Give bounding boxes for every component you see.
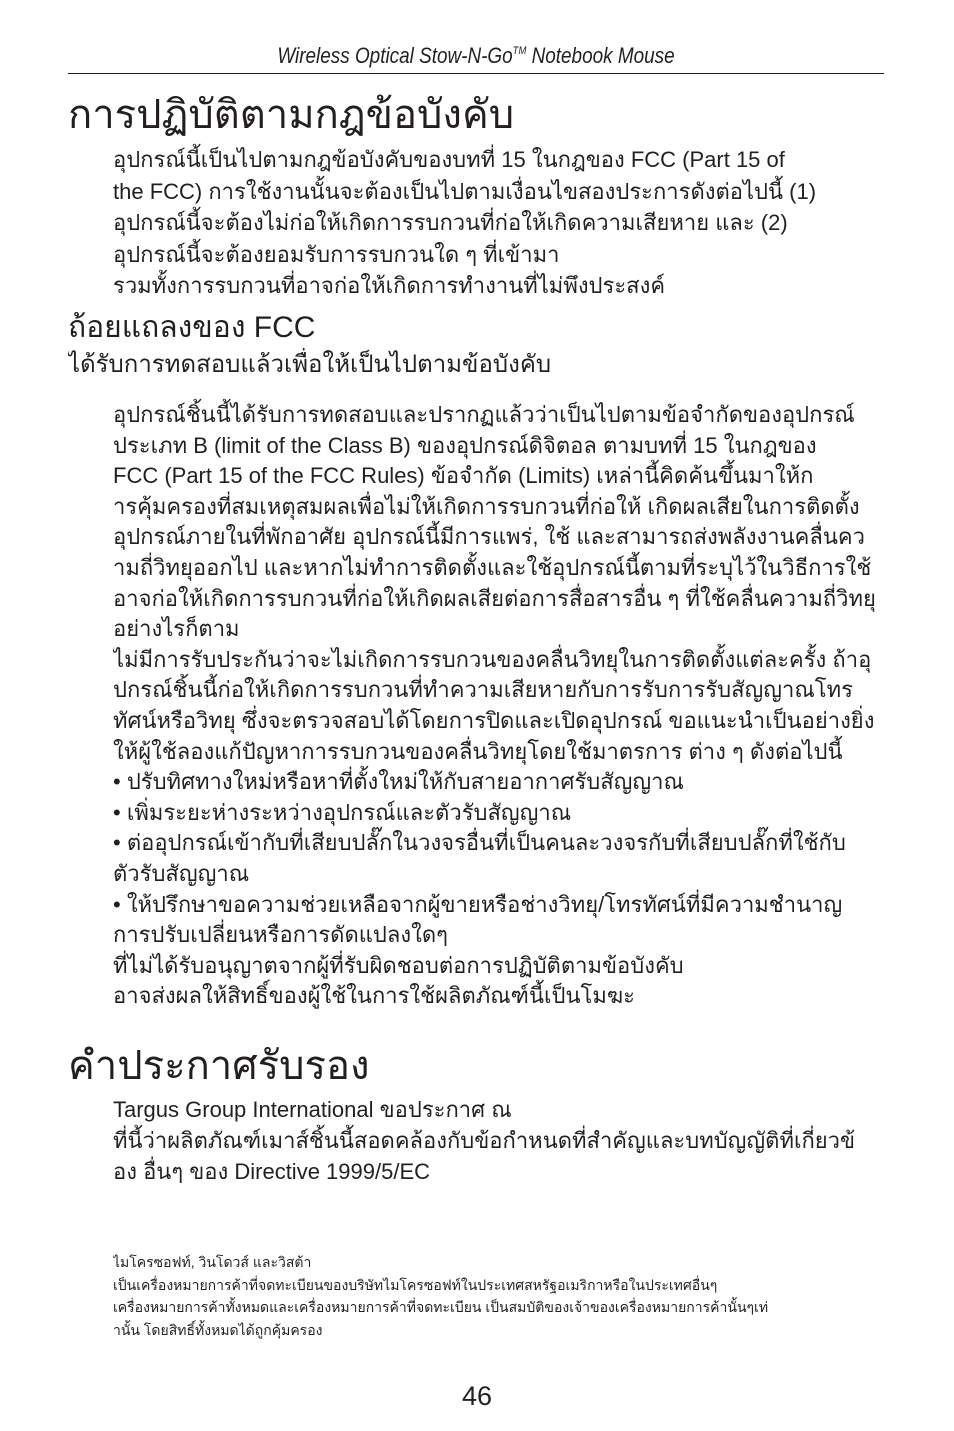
- paragraph-line: รวมทั้งการรบกวนที่อาจก่อให้เกิดการทำงานที่ไม่พึงประสงค์: [113, 273, 666, 298]
- footnote-line: เครื่องหมายการค้าทั้งหมดและเครื่องหมายการค้าที่จดทะเบียน เป็นสมบัติของเจ้าของเครื่องหมายการค้านั้นๆเท่: [113, 1299, 769, 1316]
- paragraph-line: อุปกรณ์นี้จะต้องไม่ก่อให้เกิดการรบกวนที่ก่อให้เกิดความเสียหาย และ (2): [113, 210, 788, 235]
- fcc-heading: ถ้อยแถลงของ FCC: [68, 311, 316, 344]
- paragraph-line: อาจส่งผลให้สิทธิ์ของผู้ใช้ในการใช้ผลิตภัณฑ์นี้เป็นโมฆะ: [113, 983, 635, 1009]
- paragraph-line: ประเภท B (limit of the Class B) ของอุปกรณ์ดิจิตอล ตามบทที่ 15 ในกฎของ: [113, 432, 817, 458]
- header-title-main: Wireless Optical Stow-N-Go: [277, 43, 513, 68]
- paragraph-line: อุปกรณ์นี้เป็นไปตามกฎข้อบังคับของบทที่ 15 ในกฎของ FCC (Part 15 of: [113, 147, 785, 172]
- paragraph-line: อุปกรณ์ภายในที่พักอาศัย อุปกรณ์นี้มีการแพร่, ใช้ และสามารถส่งพลังงานคลื่นคว: [113, 524, 865, 550]
- paragraph-line: ามถี่วิทยุออกไป และหากไม่ทำการติดตั้งและใช้อุปกรณ์นี้ตามที่ระบุไว้ในวิธีการใช้: [113, 554, 872, 580]
- footnote-line: เป็นเครื่องหมายการค้าที่จดทะเบียนของบริษัทไมโครซอฟท์ในประเทศสหรัฐอเมริกาหรือในประเทศอื่นๆ: [113, 1276, 718, 1293]
- paragraph-line: การปรับเปลี่ยนหรือการดัดแปลงใดๆ: [113, 922, 448, 948]
- paragraph-line: ไม่มีการรับประกันว่าจะไม่เกิดการรบกวนของคลื่นวิทยุในการติดตั้งแต่ละครั้ง ถ้าอุ: [113, 646, 872, 672]
- paragraph-line: อาจก่อให้เกิดการรบกวนที่ก่อให้เกิดผลเสียต่อการสื่อสารอื่น ๆ ที่ใช้คลื่นความถี่วิทยุ: [113, 585, 876, 611]
- bullet-item: • ปรับทิศทางใหม่หรือหาที่ตั้งใหม่ให้กับสายอากาศรับสัญญาณ: [113, 769, 684, 795]
- bullet-item: • ต่ออุปกรณ์เข้ากับที่เสียบปลั๊กในวงจรอื่นที่เป็นคนละวงจรกับที่เสียบปลั๊กที่ใช้กับ: [113, 830, 846, 856]
- paragraph-line: FCC (Part 15 of the FCC Rules) ข้อจำกัด (Limits) เหล่านี้คิดค้นขึ้นมาให้ก: [113, 463, 814, 489]
- compliance-paragraph: [113, 144, 888, 302]
- paragraph-line: ให้ผู้ใช้ลองแก้ปัญหาการรบกวนของคลื่นวิทยุโดยใช้มาตรการ ต่าง ๆ ดังต่อไปนี้: [113, 738, 843, 764]
- paragraph-line: อุปกรณ์นี้จะต้องยอมรับการรบกวนใด ๆ ที่เข้ามา: [113, 241, 560, 267]
- paragraph-line: ทัศน์หรือวิทยุ ซึ่งจะตรวจสอบได้โดยการปิดและเปิดอุปกรณ์ ขอแนะนำเป็นอย่างยิ่ง: [113, 707, 875, 733]
- fcc-paragraph: [113, 400, 888, 1012]
- footnote-line: านั้น โดยสิทธิ์ทั้งหมดได้ถูกคุ้มครอง: [113, 1322, 323, 1339]
- compliance-heading: การปฏิบัติตามกฎข้อบังคับ: [68, 93, 515, 137]
- declaration-heading: คำประกาศรับรอง: [68, 1044, 370, 1088]
- paragraph-line: อุปกรณ์ชิ้นนี้ได้รับการทดสอบและปรากฏแล้วว่าเป็นไปตามข้อจำกัดของอุปกรณ์: [113, 402, 855, 427]
- paragraph-line: the FCC) การใช้งานนั้นจะต้องเป็นไปตามเงื่อนไขสองประการดังต่อไปนี้ (1): [113, 178, 817, 204]
- header-title-rest: Notebook Mouse: [526, 43, 675, 68]
- trademark-superscript: TM: [512, 45, 527, 57]
- paragraph-line: อง อื่นๆ ของ Directive 1999/5/EC: [113, 1159, 431, 1184]
- running-header-text: [277, 40, 674, 72]
- paragraph-line: Targus Group International ขอประกาศ ณ: [113, 1097, 512, 1122]
- paragraph-line: ารคุ้มครองที่สมเหตุสมผลเพื่อไม่ให้เกิดการรบกวนที่ก่อให้ เกิดผลเสียในการติดตั้ง: [113, 493, 860, 519]
- paragraph-line: อย่างไรก็ตาม: [113, 616, 240, 642]
- bullet-item: • เพิ่มระยะห่างระหว่างอุปกรณ์และตัวรับสัญญาณ: [113, 799, 572, 825]
- running-header: [68, 40, 884, 72]
- paragraph-line: ที่ไม่ได้รับอนุญาตจากผู้ที่รับผิดชอบต่อการปฏิบัติตามข้อบังคับ: [113, 952, 684, 978]
- header-divider: [68, 73, 884, 74]
- trademark-footnote: [113, 1251, 888, 1342]
- fcc-subheading: ได้รับการทดสอบแล้วเพื่อให้เป็นไปตามข้อบังคับ: [68, 351, 552, 378]
- paragraph-line: ที่นี้ว่าผลิตภัณฑ์เมาส์ชิ้นนี้สอดคล้องกับข้อกำหนดที่สำคัญและบทบัญญัติที่เกี่ยวข้: [113, 1128, 856, 1153]
- declaration-paragraph: [113, 1094, 888, 1187]
- page-number: 46: [461, 1381, 493, 1411]
- footnote-line: ไมโครซอฟท์, วินโดวส์ และวิสต้า: [113, 1254, 312, 1270]
- bullet-item: • ให้ปรึกษาขอความช่วยเหลือจากผู้ขายหรือช่างวิทยุ/โทรทัศน์ที่มีความชำนาญ: [113, 891, 843, 917]
- bullet-item-continuation: ตัวรับสัญญาณ: [113, 860, 250, 886]
- paragraph-line: ปกรณ์ชิ้นนี้ก่อให้เกิดการรบกวนที่ทำความเสียหายกับการรับการรับสัญญาณโทร: [113, 677, 853, 703]
